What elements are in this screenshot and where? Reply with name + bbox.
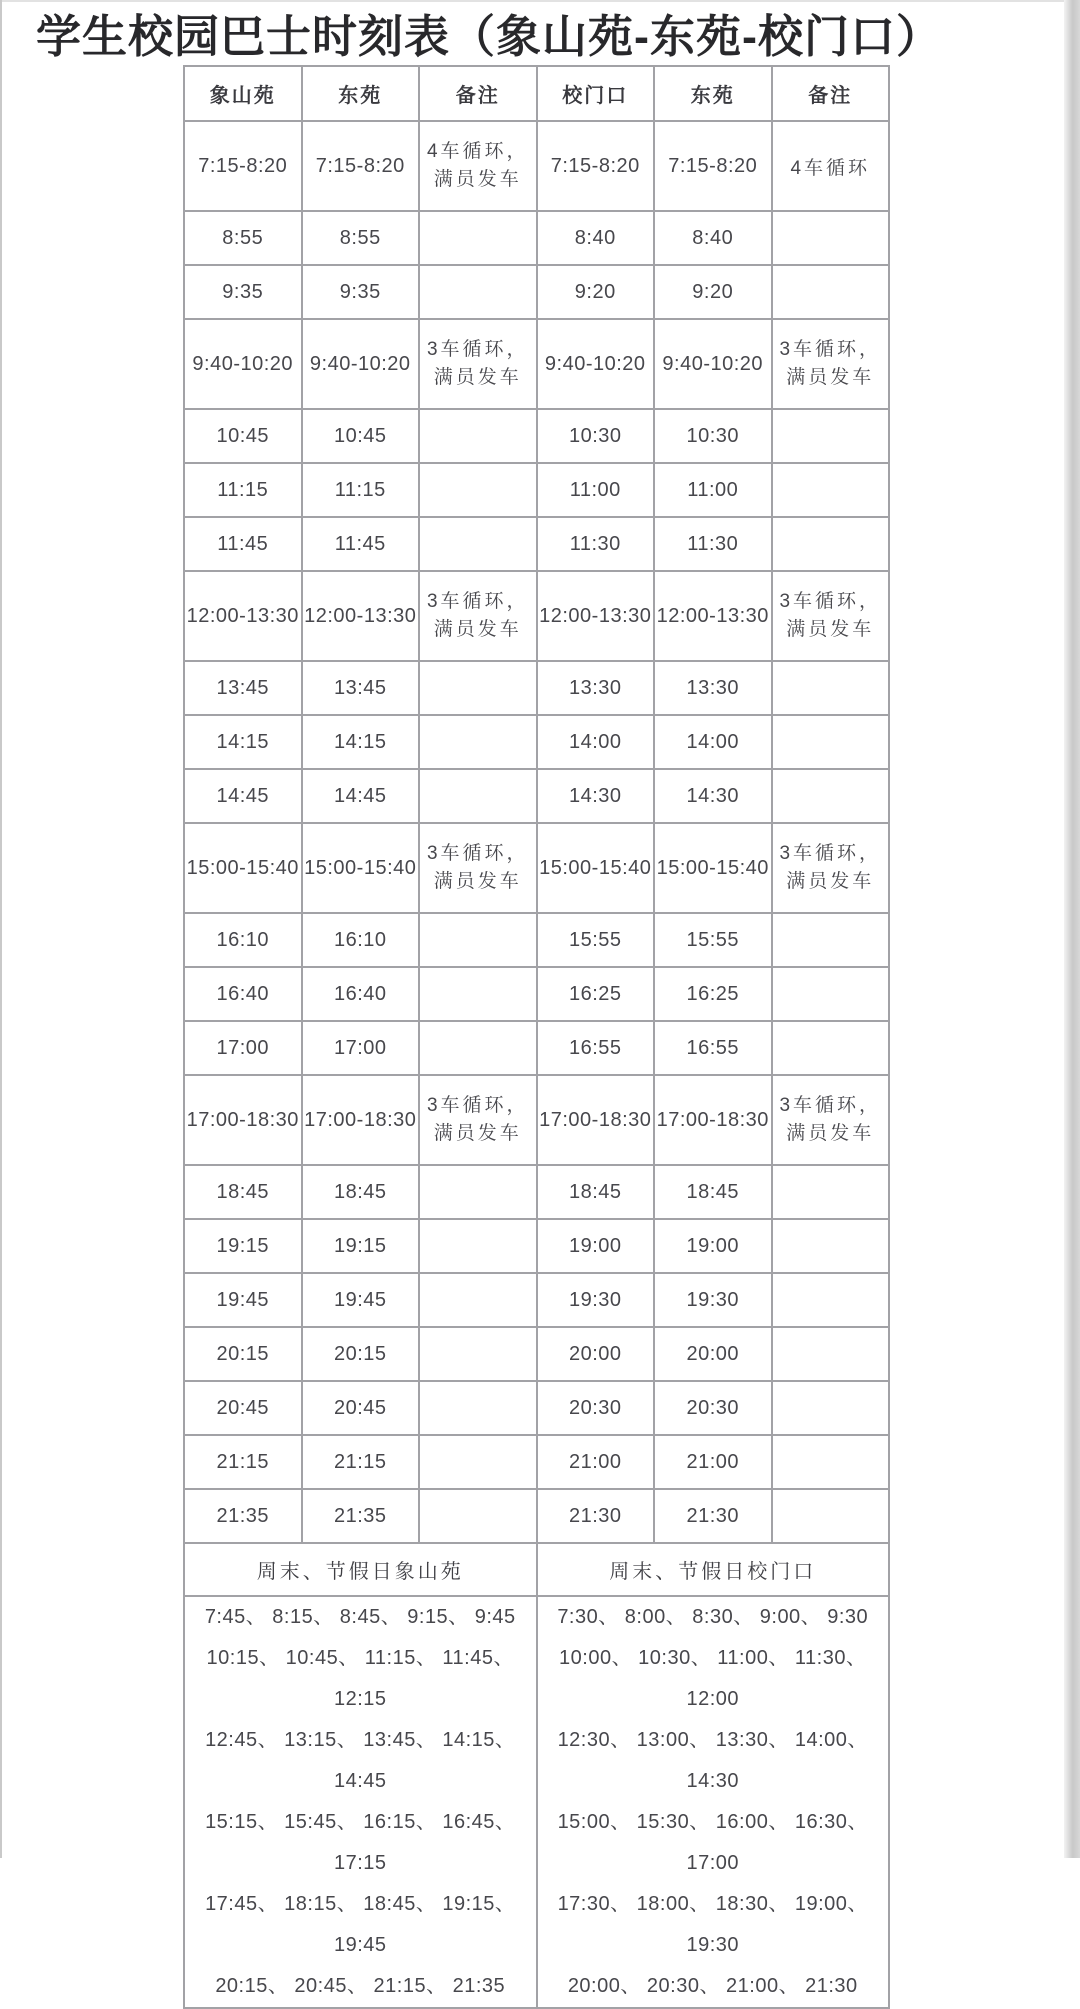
time-cell: 7:15-8:20 [302, 121, 420, 211]
table-row [184, 409, 889, 463]
table-row [184, 1219, 889, 1273]
note-cell [419, 121, 537, 211]
table-row [184, 1273, 889, 1327]
note-cell [419, 1327, 537, 1381]
note-line: 满员发车 [786, 1123, 875, 1144]
weekend-times-xiaomenkou [537, 1596, 890, 2008]
time-cell: 12:00-13:30 [302, 571, 420, 661]
time-cell: 20:15 [302, 1327, 420, 1381]
table-row [184, 967, 889, 1021]
time-cell: 17:00-18:30 [537, 1075, 655, 1165]
time-cell: 11:30 [537, 517, 655, 571]
note-line: 4车循环， [426, 141, 529, 162]
note-cell [419, 265, 537, 319]
time-cell: 21:30 [654, 1489, 772, 1543]
note-cell [772, 661, 890, 715]
note-cell [772, 823, 890, 913]
time-cell: 20:00 [654, 1327, 772, 1381]
time-cell: 19:30 [537, 1273, 655, 1327]
weekend-times-line: 7:45、 8:15、 8:45、 9:15、 9:45 [204, 1606, 516, 1628]
weekend-times-line: 17:45、 18:15、 18:45、 19:15、 19:45 [205, 1893, 516, 1956]
time-cell: 16:10 [302, 913, 420, 967]
time-cell: 17:00 [302, 1021, 420, 1075]
note-cell [419, 409, 537, 463]
note-line: 3车循环， [426, 1095, 529, 1116]
time-cell: 8:40 [537, 211, 655, 265]
note-line: 3车循环， [426, 339, 529, 360]
time-cell: 12:00-13:30 [654, 571, 772, 661]
time-cell: 18:45 [654, 1165, 772, 1219]
time-cell: 7:15-8:20 [184, 121, 302, 211]
note-line: 3车循环， [426, 591, 529, 612]
table-row [184, 661, 889, 715]
note-cell [419, 1273, 537, 1327]
note-line: 满员发车 [786, 619, 875, 640]
weekend-times-line: 12:45、 13:15、 13:45、 14:15、 14:45 [205, 1729, 516, 1792]
time-cell: 14:45 [302, 769, 420, 823]
time-cell: 8:55 [302, 211, 420, 265]
time-cell: 16:25 [537, 967, 655, 1021]
time-cell: 9:40-10:20 [302, 319, 420, 409]
time-cell: 8:55 [184, 211, 302, 265]
weekend-section-title-xiangshanyuan: 周末、节假日象山苑 [184, 1543, 537, 1596]
page-edge-left [0, 0, 2, 1858]
note-cell [772, 715, 890, 769]
time-cell: 14:30 [537, 769, 655, 823]
time-cell: 12:00-13:30 [537, 571, 655, 661]
note-line: 3车循环， [779, 843, 882, 864]
time-cell: 21:15 [302, 1435, 420, 1489]
note-cell [419, 1075, 537, 1165]
time-cell: 11:15 [302, 463, 420, 517]
time-cell: 10:45 [184, 409, 302, 463]
note-cell [419, 463, 537, 517]
time-cell: 20:45 [302, 1381, 420, 1435]
note-cell [419, 1435, 537, 1489]
note-cell [772, 913, 890, 967]
time-cell: 16:55 [654, 1021, 772, 1075]
table-row [184, 265, 889, 319]
time-cell: 11:30 [654, 517, 772, 571]
weekend-header-row [184, 1543, 889, 1596]
time-cell: 13:45 [302, 661, 420, 715]
time-cell: 15:00-15:40 [537, 823, 655, 913]
column-header: 东苑 [654, 66, 772, 121]
time-cell: 9:20 [537, 265, 655, 319]
table-row [184, 1327, 889, 1381]
table-row [184, 571, 889, 661]
note-line: 满员发车 [433, 619, 522, 640]
table-row [184, 913, 889, 967]
note-cell [772, 1075, 890, 1165]
weekend-times-line: 10:00、 10:30、 11:00、 11:30、 12:00 [559, 1647, 867, 1710]
note-cell [419, 661, 537, 715]
timetable-body [184, 121, 889, 2008]
table-row [184, 1075, 889, 1165]
time-cell: 16:55 [537, 1021, 655, 1075]
time-cell: 14:00 [654, 715, 772, 769]
page-title: 学生校园巴士时刻表（象山苑-东苑-校门口） [36, 11, 942, 62]
note-cell [772, 571, 890, 661]
time-cell: 9:35 [184, 265, 302, 319]
weekend-times-line: 15:00、 15:30、 16:00、 16:30、 17:00 [557, 1811, 868, 1874]
note-line: 3车循环， [426, 843, 529, 864]
time-cell: 13:30 [654, 661, 772, 715]
table-row [184, 823, 889, 913]
note-cell [772, 1381, 890, 1435]
time-cell: 20:30 [654, 1381, 772, 1435]
time-cell: 16:40 [184, 967, 302, 1021]
note-cell [419, 1381, 537, 1435]
note-cell [419, 1489, 537, 1543]
time-cell: 19:00 [654, 1219, 772, 1273]
page-edge-right [1064, 0, 1080, 1858]
time-cell: 21:15 [184, 1435, 302, 1489]
time-cell: 16:10 [184, 913, 302, 967]
note-cell [772, 463, 890, 517]
time-cell: 21:35 [302, 1489, 420, 1543]
note-cell [772, 211, 890, 265]
note-cell [419, 517, 537, 571]
note-cell [772, 319, 890, 409]
table-row [184, 715, 889, 769]
time-cell: 17:00-18:30 [302, 1075, 420, 1165]
table-row [184, 121, 889, 211]
note-cell [419, 1165, 537, 1219]
table-row [184, 1489, 889, 1543]
table-row [184, 1021, 889, 1075]
time-cell: 13:30 [537, 661, 655, 715]
time-cell: 14:15 [184, 715, 302, 769]
weekend-times-line: 17:30、 18:00、 18:30、 19:00、 19:30 [557, 1893, 868, 1956]
note-line: 3车循环， [779, 591, 882, 612]
weekend-times-line: 20:15、 20:45、 21:15、 21:35 [215, 1975, 506, 1997]
note-line: 满员发车 [433, 871, 522, 892]
time-cell: 10:45 [302, 409, 420, 463]
time-cell: 14:45 [184, 769, 302, 823]
column-header: 备注 [419, 66, 537, 121]
table-row [184, 1435, 889, 1489]
time-cell: 11:45 [302, 517, 420, 571]
time-cell: 15:00-15:40 [184, 823, 302, 913]
note-line: 满员发车 [433, 1123, 522, 1144]
time-cell: 11:45 [184, 517, 302, 571]
note-cell [772, 1489, 890, 1543]
note-cell [772, 1165, 890, 1219]
time-cell: 19:45 [302, 1273, 420, 1327]
time-cell: 14:15 [302, 715, 420, 769]
weekend-times-row [184, 1596, 889, 2008]
weekend-times-line: 10:15、 10:45、 11:15、 11:45、 12:15 [206, 1647, 514, 1710]
time-cell: 7:15-8:20 [654, 121, 772, 211]
time-cell: 13:45 [184, 661, 302, 715]
weekend-times-line: 12:30、 13:00、 13:30、 14:00、 14:30 [557, 1729, 868, 1792]
note-cell [772, 967, 890, 1021]
time-cell: 17:00 [184, 1021, 302, 1075]
time-cell: 21:35 [184, 1489, 302, 1543]
table-row [184, 517, 889, 571]
time-cell: 9:35 [302, 265, 420, 319]
note-cell [419, 913, 537, 967]
note-cell [772, 1021, 890, 1075]
note-cell: 4车循环 [772, 121, 890, 211]
time-cell: 15:55 [654, 913, 772, 967]
time-cell: 17:00-18:30 [184, 1075, 302, 1165]
time-cell: 18:45 [184, 1165, 302, 1219]
time-cell: 11:00 [654, 463, 772, 517]
time-cell: 17:00-18:30 [654, 1075, 772, 1165]
time-cell: 9:40-10:20 [184, 319, 302, 409]
bus-timetable [183, 65, 890, 2009]
note-line: 满员发车 [786, 367, 875, 388]
column-header: 校门口 [537, 66, 655, 121]
note-cell [772, 1327, 890, 1381]
note-line: 满员发车 [433, 169, 522, 190]
time-cell: 21:00 [654, 1435, 772, 1489]
time-cell: 11:00 [537, 463, 655, 517]
time-cell: 16:40 [302, 967, 420, 1021]
weekend-times-line: 7:30、 8:00、 8:30、 9:00、 9:30 [557, 1606, 869, 1628]
time-cell: 18:45 [537, 1165, 655, 1219]
time-cell: 18:45 [302, 1165, 420, 1219]
note-cell [419, 715, 537, 769]
table-row [184, 1165, 889, 1219]
time-cell: 21:00 [537, 1435, 655, 1489]
time-cell: 8:40 [654, 211, 772, 265]
table-row [184, 769, 889, 823]
time-cell: 20:15 [184, 1327, 302, 1381]
note-line: 3车循环， [779, 339, 882, 360]
table-row [184, 211, 889, 265]
time-cell: 14:30 [654, 769, 772, 823]
time-cell: 10:30 [654, 409, 772, 463]
time-cell: 16:25 [654, 967, 772, 1021]
note-cell [772, 517, 890, 571]
note-line: 满员发车 [433, 367, 522, 388]
time-cell: 14:00 [537, 715, 655, 769]
column-header: 备注 [772, 66, 890, 121]
time-cell: 20:45 [184, 1381, 302, 1435]
note-cell [772, 769, 890, 823]
time-cell: 19:45 [184, 1273, 302, 1327]
note-cell [772, 1219, 890, 1273]
time-cell: 9:20 [654, 265, 772, 319]
note-line: 满员发车 [786, 871, 875, 892]
time-cell: 19:30 [654, 1273, 772, 1327]
weekend-times-line: 20:00、 20:30、 21:00、 21:30 [567, 1975, 858, 1997]
time-cell: 19:15 [302, 1219, 420, 1273]
weekend-section-title-xiaomenkou: 周末、节假日校门口 [537, 1543, 890, 1596]
column-header: 东苑 [302, 66, 420, 121]
time-cell: 12:00-13:30 [184, 571, 302, 661]
note-cell [419, 769, 537, 823]
table-row [184, 1381, 889, 1435]
column-header: 象山苑 [184, 66, 302, 121]
note-cell [772, 1435, 890, 1489]
time-cell: 21:30 [537, 1489, 655, 1543]
table-row [184, 319, 889, 409]
table-row [184, 463, 889, 517]
note-line: 3车循环， [779, 1095, 882, 1116]
note-cell [419, 1219, 537, 1273]
note-cell [772, 1273, 890, 1327]
time-cell: 9:40-10:20 [654, 319, 772, 409]
time-cell: 20:00 [537, 1327, 655, 1381]
time-cell: 7:15-8:20 [537, 121, 655, 211]
time-cell: 19:00 [537, 1219, 655, 1273]
time-cell: 9:40-10:20 [537, 319, 655, 409]
time-cell: 20:30 [537, 1381, 655, 1435]
note-cell [419, 823, 537, 913]
note-cell [772, 409, 890, 463]
note-cell [419, 571, 537, 661]
time-cell: 19:15 [184, 1219, 302, 1273]
note-cell [419, 967, 537, 1021]
weekend-times-line: 15:15、 15:45、 16:15、 16:45、 17:15 [205, 1811, 516, 1874]
note-cell [419, 1021, 537, 1075]
time-cell: 15:00-15:40 [302, 823, 420, 913]
header-row [184, 66, 889, 121]
time-cell: 11:15 [184, 463, 302, 517]
weekend-times-xiangshanyuan [184, 1596, 537, 2008]
time-cell: 15:00-15:40 [654, 823, 772, 913]
time-cell: 15:55 [537, 913, 655, 967]
note-cell [419, 211, 537, 265]
note-cell [772, 265, 890, 319]
note-cell [419, 319, 537, 409]
time-cell: 10:30 [537, 409, 655, 463]
